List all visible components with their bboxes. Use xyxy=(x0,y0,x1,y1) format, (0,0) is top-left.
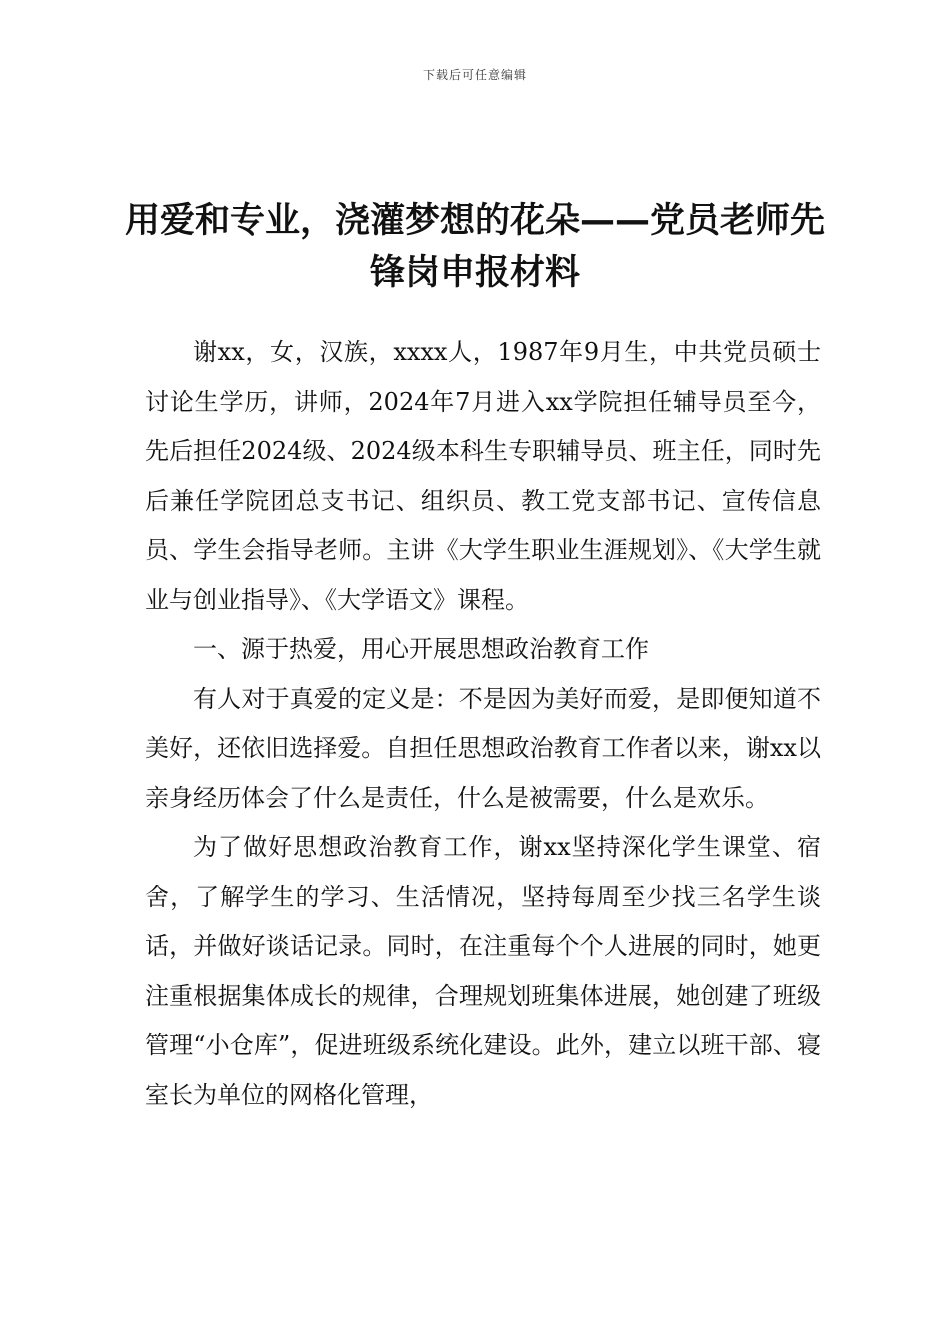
section-heading-1: 一、源于热爱，用心开展思想政治教育工作 xyxy=(193,635,649,663)
paragraph-love-definition: 有人对于真爱的定义是：不是因为美好而爱，是即便知道不美好，还依旧选择爱。自担任思想政治教育工作者以来，谢xx以亲身经历体会了什么是责任，什么是被需要，什么是欢乐。 xyxy=(145,684,821,812)
document-title: 用爱和专业，浇灌梦想的花朵——党员老师先锋岗申报材料 xyxy=(124,201,825,294)
paragraph-intro: 谢xx，女，汉族，xxxx人，1987年9月生，中共党员硕士讨论生学历，讲师，2024年7月进入xx学院担任辅导员至今，先后担任2024级、2024级本科生专职辅导员、班主任，同时先后兼任学院团总支书记、组织员、教工党支部书记、宣传信息员、学生会指导老师。主讲《大学生职业生涯规划》、《大学生就业与创业指导》、《大学语文》课程。 xyxy=(145,338,821,614)
paragraph-work-practice: 为了做好思想政治教育工作，谢xx坚持深化学生课堂、宿舍，了解学生的学习、生活情况，坚持每周至少找三名学生谈话，并做好谈话记录。同时，在注重每个个人进展的同时，她更注重根据集体成长的规律，合理规划班集体进展，她创建了班级管理“小仓库”，促进班级系统化建设。此外，建立以班干部、寝室长为单位的网格化管理， xyxy=(145,833,821,1109)
header-note: 下载后可任意编辑 xyxy=(422,68,527,82)
document-body xyxy=(145,328,821,1120)
